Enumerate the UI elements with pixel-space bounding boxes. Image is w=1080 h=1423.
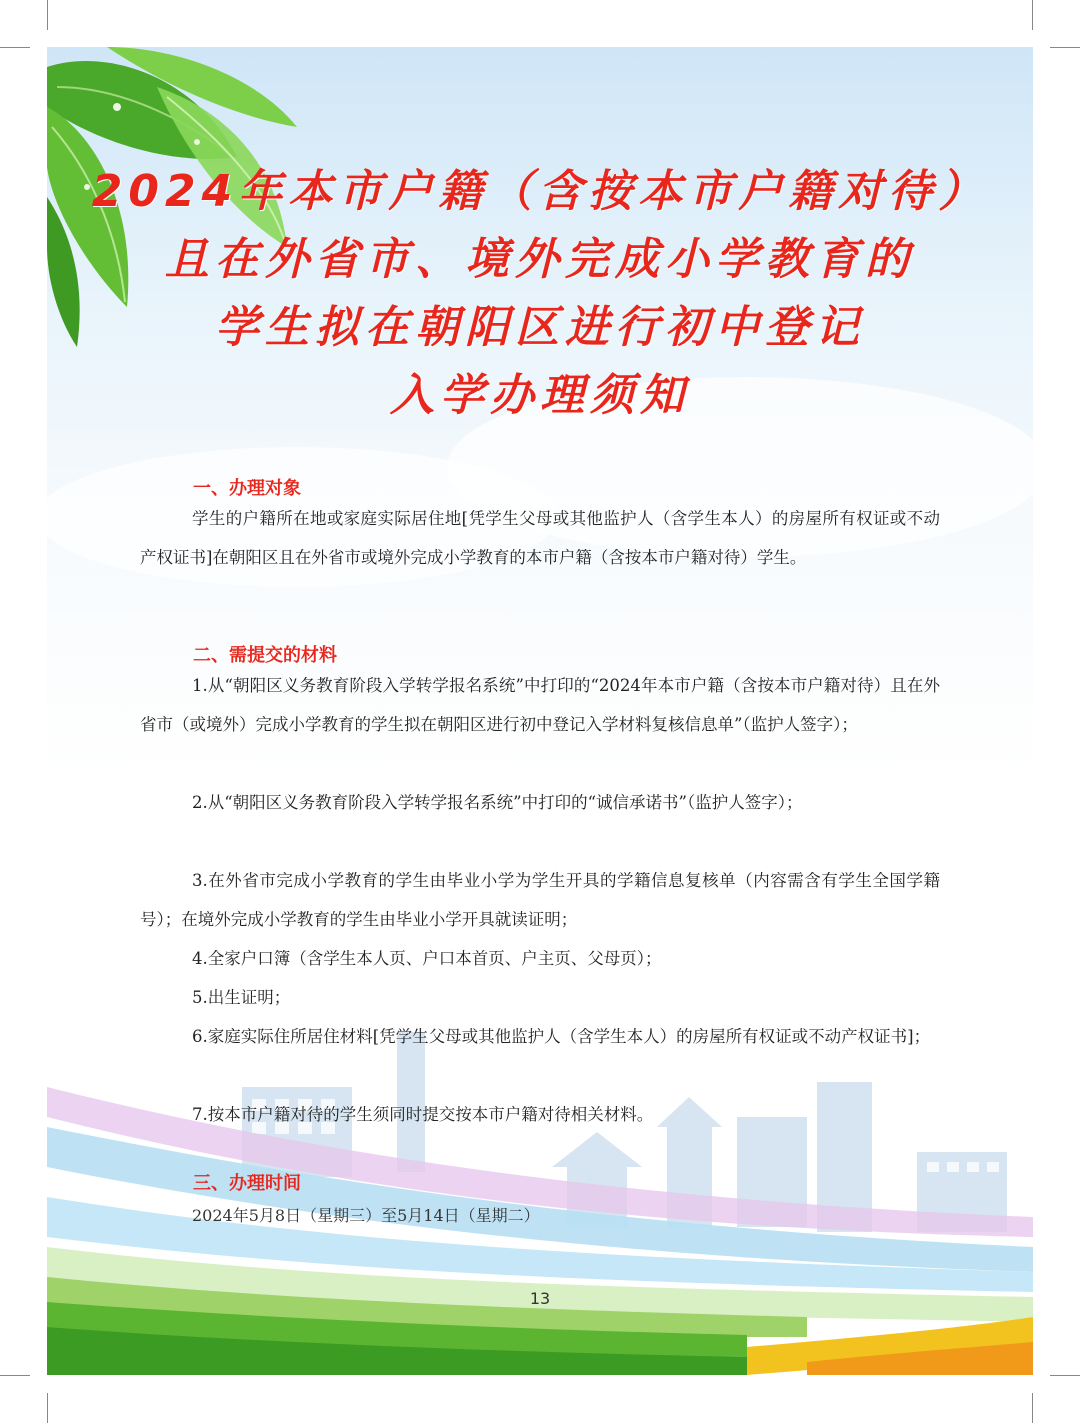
crop-mark	[1032, 0, 1033, 30]
crop-mark	[1050, 47, 1080, 48]
page-content	[47, 47, 1033, 1375]
material-item-1: 1.从“朝阳区义务教育阶段入学转学报名系统”中打印的“2024年本市户籍（含按本市户籍对待）且在外省市（或境外）完成小学教育的学生拟在朝阳区进行初中登记入学材料复核信息单”（监护人签字）；	[140, 676, 940, 734]
page-number: 13	[529, 1289, 551, 1308]
crop-mark	[0, 47, 30, 48]
crop-mark	[47, 0, 48, 30]
title-line-1: 2024年本市户籍（含按本市户籍对待）	[91, 166, 989, 217]
material-item-6: 6.家庭实际住所居住材料[凭学生父母或其他监护人（含学生本人）的房屋所有权证或不动产权证书]；	[192, 1027, 931, 1046]
crop-mark	[47, 1393, 48, 1423]
section-heading-target: 一、办理对象	[193, 478, 301, 499]
section-heading-materials: 二、需提交的材料	[193, 645, 337, 666]
crop-mark	[1032, 1393, 1033, 1423]
title-line-2: 且在外省市、境外完成小学教育的	[165, 234, 915, 285]
title-line-3: 学生拟在朝阳区进行初中登记	[215, 302, 865, 353]
material-item-4: 4.全家户口簿（含学生本人页、户口本首页、户主页、父母页）；	[192, 949, 662, 968]
material-item-5: 5.出生证明；	[192, 988, 291, 1007]
material-item-2: 2.从“朝阳区义务教育阶段入学转学报名系统”中打印的“诚信承诺书”（监护人签字）；	[192, 793, 803, 812]
page-panel	[47, 47, 1033, 1375]
section-heading-time: 三、办理时间	[193, 1173, 301, 1194]
material-item-7: 7.按本市户籍对待的学生须同时提交按本市户籍对待相关材料。	[192, 1105, 654, 1124]
material-item-3: 3.在外省市完成小学教育的学生由毕业小学为学生开具的学籍信息复核单（内容需含有学生全国学籍号）；在境外完成小学教育的学生由毕业小学开具就读证明；	[140, 871, 940, 929]
paragraph-target: 学生的户籍所在地或家庭实际居住地[凭学生父母或其他监护人（含学生本人）的房屋所有权证或不动产权证书]在朝阳区且在外省市或境外完成小学教育的本市户籍（含按本市户籍对待）学生。	[140, 509, 940, 567]
title-line-4: 入学办理须知	[390, 370, 690, 421]
crop-mark	[1050, 1375, 1080, 1376]
crop-mark	[0, 1375, 30, 1376]
processing-date: 2024年5月8日（星期三）至5月14日（星期二）	[192, 1206, 540, 1225]
